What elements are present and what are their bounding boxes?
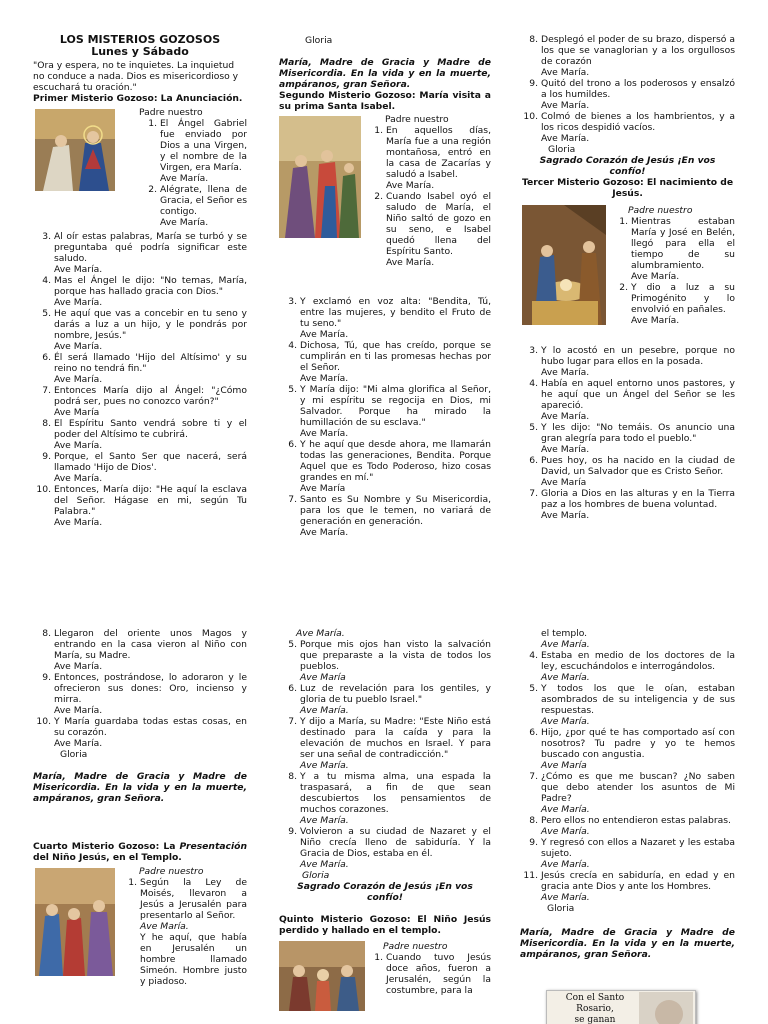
list-item: 1. Mientras estaban María y José en Belén, llegó para ella el tiempo de su alumbramiento. Ave María. <box>619 216 735 282</box>
list-item: 5. He aquí que vas a concebir en tu seno y darás a luz a un hijo, y le pondrás por nombre, Jesús." Ave María. <box>42 308 247 352</box>
jaculatoria: Sagrado Corazón de Jesús ¡En vos confío! <box>297 881 473 903</box>
list-item: 9. Y regresó con ellos a Nazaret y les estaba sujeto. Ave María. <box>529 837 735 870</box>
gloria: Gloria <box>302 870 330 881</box>
list-item: 7. Y dijo a María, su Madre: "Este Niño está destinado para la caída y para la elevación de muchos en Israel. Y para ser una señal de contradicción." Ave María. <box>288 716 491 771</box>
list-item: 6. Hijo, ¿por qué te has comportado así con nosotros? Tu padre y yo te hemos buscado con angustia. Ave María <box>529 727 735 771</box>
list-item: 1. En aquellos días, María fue a una región montañosa, entró en la casa de Zacarías y saludó a Isabel. Ave María. <box>374 125 491 191</box>
gloria: Gloria <box>60 749 88 760</box>
main-subtitle: Lunes y Sábado <box>91 45 189 58</box>
p1-col3 <box>520 34 735 594</box>
gloria: Gloria <box>547 903 575 914</box>
list-item: 8. Llegaron del oriente unos Magos y entrando en la casa vieron al Niño con María, su Madre. Ave María. <box>42 628 247 672</box>
presentation-image <box>35 868 115 976</box>
list-item: 1. Según la Ley de Moisés, llevaron a Jesús a Jerusalén para presentarlo al Señor. Ave María. <box>128 877 247 932</box>
list-item: 2. Cuando Isabel oyó el saludo de María, el Niño saltó de gozo en su seno, e Isabel quedó llena del Espíritu Santo. Ave María. <box>374 191 491 268</box>
gloria: Gloria <box>305 35 333 46</box>
card-line: Rosario, <box>576 1004 614 1014</box>
finding-in-temple-image <box>279 941 365 1011</box>
list-item: 10. Y María guardaba todas estas cosas, en su corazón. Ave María. <box>36 716 247 749</box>
list-item: 9. Quitó del trono a los poderosos y ensalzó a los humildes. Ave María. <box>529 78 735 111</box>
jaculatoria: María, Madre de Gracia y Madre de Misericordia. En la vida y en la muerte, ampáranos, gran Señora. <box>33 771 247 804</box>
portrait-image <box>639 992 693 1024</box>
list-item: 5. Y les dijo: "No temáis. Os anuncio una gran alegría para todo el pueblo." Ave María. <box>529 422 735 455</box>
list-item: 11. Jesús crecía en sabiduría, en edad y en gracia ante Dios y ante los Hombres. Ave María. <box>523 870 735 903</box>
padre-nuestro: Padre nuestro <box>385 114 449 125</box>
ave-maria: Ave María. <box>296 628 345 639</box>
list-item: 4. Mas el Ángel le dijo: "No temas, María, porque has hallado gracia con Dios." Ave María. <box>42 275 247 308</box>
main-title: LOS MISTERIOS GOZOSOS <box>59 34 221 46</box>
p2-col1 <box>33 628 247 1024</box>
jaculatoria: Sagrado Corazón de Jesús ¡En vos confío! <box>539 155 716 177</box>
p1-col2 <box>279 35 491 595</box>
padre-nuestro: Padre nuestro <box>139 107 203 118</box>
p2-col2 <box>279 628 491 1024</box>
mystery-1-title: Primer Misterio Gozoso: La Anunciación. <box>33 93 243 104</box>
ave-maria: Ave María. <box>541 639 590 650</box>
list-item: 7. Gloria a Dios en las alturas y en la Tierra paz a los hombres de buena voluntad. Ave María. <box>529 488 735 521</box>
list-item: 8. Pero ellos no entendieron estas palabras. Ave María. <box>529 815 731 837</box>
list-item: 4. Estaba en medio de los doctores de la ley, escuchándolos e interrogándolos. Ave María. <box>529 650 735 683</box>
list-item: 9. Porque, el Santo Ser que nacerá, será llamado 'Hijo de Dios'. Ave María. <box>42 451 247 484</box>
text-continuation: el templo. <box>541 628 588 639</box>
card-line: Con el Santo <box>565 993 625 1003</box>
mystery-4-title: Cuarto Misterio Gozoso: La Presentación del Niño Jesús, en el Templo. <box>33 841 247 863</box>
list-item: 8. Y a tu misma alma, una espada la traspasará, a fin de que sean descubiertos los pensamientos de muchos corazones. Ave María. <box>288 771 491 826</box>
visitation-image <box>279 116 361 238</box>
list-item: 6. Y he aquí que desde ahora, me llamarán todas las generaciones, Bendita. Porque Aquel que es Todo Poderoso, hizo cosas grandes en mí." Ave María <box>288 439 491 494</box>
list-item: 5. Porque mis ojos han visto la salvación que preparaste a la vista de todos los pueblos. Ave María <box>288 639 491 683</box>
list-item: 1. Cuando tuvo Jesús doce años, fueron a Jerusalén, según la costumbre, para la <box>374 952 491 996</box>
padre-nuestro: Padre nuestro <box>139 866 204 877</box>
list-item: 7. ¿Cómo es que me buscan? ¿No saben que debo atender los asuntos de Mi Padre? Ave María. <box>529 771 735 815</box>
list-item: 9. Entonces, postrándose, lo adoraron y le ofrecieron sus dones: Oro, incienso y mirra. Ave María. <box>42 672 247 716</box>
rosary-card <box>546 990 696 1024</box>
list-item: 7. Entonces María dijo al Ángel: "¿Cómo podrá ser, pues no conozco varón?" Ave María <box>42 385 247 418</box>
list-item: 8. Desplegó el poder de su brazo, dispersó a los que se vanaglorian y a los orgullosos de corazón Ave María. <box>529 34 735 78</box>
gloria: Gloria <box>548 144 576 155</box>
list-item: 2. Y dio a luz a su Primogénito y lo envolvió en pañales. Ave María. <box>619 282 735 326</box>
list-item: 7. Santo es Su Nombre y Su Misericordia, para los que le temen, no variará de generación en generación. Ave María. <box>288 494 491 538</box>
card-line: se ganan <box>574 1015 616 1024</box>
list-item: 6. Él será llamado 'Hijo del Altísimo' y su reino no tendrá fin." Ave María. <box>42 352 247 385</box>
mystery-3-title: Tercer Misterio Gozoso: El nacimiento de Jesús. <box>521 177 734 199</box>
padre-nuestro: Padre nuestro <box>628 205 693 216</box>
text-continuation: Y he aquí, que había en Jerusalén un hombre llamado Simeón. Hombre justo y piadoso. <box>140 932 247 987</box>
jaculatoria: María, Madre de Gracia y Madre de Misericordia. En la vida y en la muerte, ampáranos, gran Señora. <box>520 927 735 960</box>
p1-col1 <box>33 34 247 594</box>
list-item: 6. Luz de revelación para los gentiles, y gloria de tu pueblo Israel." Ave María. <box>288 683 491 716</box>
mystery-5-title: Quinto Misterio Gozoso: El Niño Jesús perdido y hallado en el templo. <box>279 914 491 936</box>
list-item: 5. Y todos los que le oían, estaban asombrados de su inteligencia y de sus respuestas. Ave María. <box>529 683 735 727</box>
list-item: 1. El Ángel Gabriel fue enviado por Dios a una Virgen, y el nombre de la Virgen, era María. Ave María. <box>148 118 247 184</box>
intro-quote: "Ora y espera, no te inquietes. La inquietud no conduce a nada. Dios es misericordioso y escuchará tu oración." <box>33 60 239 93</box>
list-item: 5. Y María dijo: "Mi alma glorifica al Señor, y mi espíritu se regocija en Dios, mi Salvador. Porque ha mirado la humillación de su esclava." Ave María. <box>288 384 491 439</box>
list-item: 10. Colmó de bienes a los hambrientos, y a los ricos despidió vacíos. Ave María. <box>523 111 735 144</box>
list-item: 6. Pues hoy, os ha nacido en la ciudad de David, un Salvador que es Cristo Señor. Ave María <box>529 455 735 488</box>
annunciation-image <box>35 109 115 191</box>
list-item: 3. Y exclamó en voz alta: "Bendita, Tú, entre las mujeres, y bendito el Fruto de tu seno." Ave María. <box>288 296 491 340</box>
nativity-image <box>522 205 606 325</box>
mystery-2-title: Segundo Misterio Gozoso: María visita a su prima Santa Isabel. <box>279 90 491 112</box>
list-item: 3. Al oír estas palabras, María se turbó y se preguntaba qué podría significar este saludo. Ave María. <box>42 231 247 275</box>
padre-nuestro: Padre nuestro <box>383 941 448 952</box>
list-item: 9. Volvieron a su ciudad de Nazaret y el Niño crecía lleno de sabiduría. Y la Gracia de Dios, estaba en él. Ave María. <box>288 826 491 870</box>
list-item: 4. Dichosa, Tú, que has creído, porque se cumplirán en ti las promesas hechas por el Señor. Ave María. <box>288 340 491 384</box>
p2-col3 <box>520 628 735 1024</box>
jaculatoria: María, Madre de Gracia y Madre de Misericordia. En la vida y en la muerte, ampáranos, gran Señora. <box>279 57 491 90</box>
list-item: 8. El Espíritu Santo vendrá sobre ti y el poder del Altísimo te cubrirá. Ave María. <box>42 418 247 451</box>
list-item: 10. Entonces, María dijo: "He aquí la esclava del Señor. Hágase en mi, según Tu Palabra." Ave María. <box>36 484 247 528</box>
list-item: 4. Había en aquel entorno unos pastores, y he aquí que un Ángel del Señor se les apareció. Ave María. <box>529 378 735 422</box>
list-item: 3. Y lo acostó en un pesebre, porque no hubo lugar para ellos en la posada. Ave María. <box>529 345 735 378</box>
list-item: 2. Alégrate, llena de Gracia, el Señor es contigo. Ave María. <box>148 184 247 228</box>
